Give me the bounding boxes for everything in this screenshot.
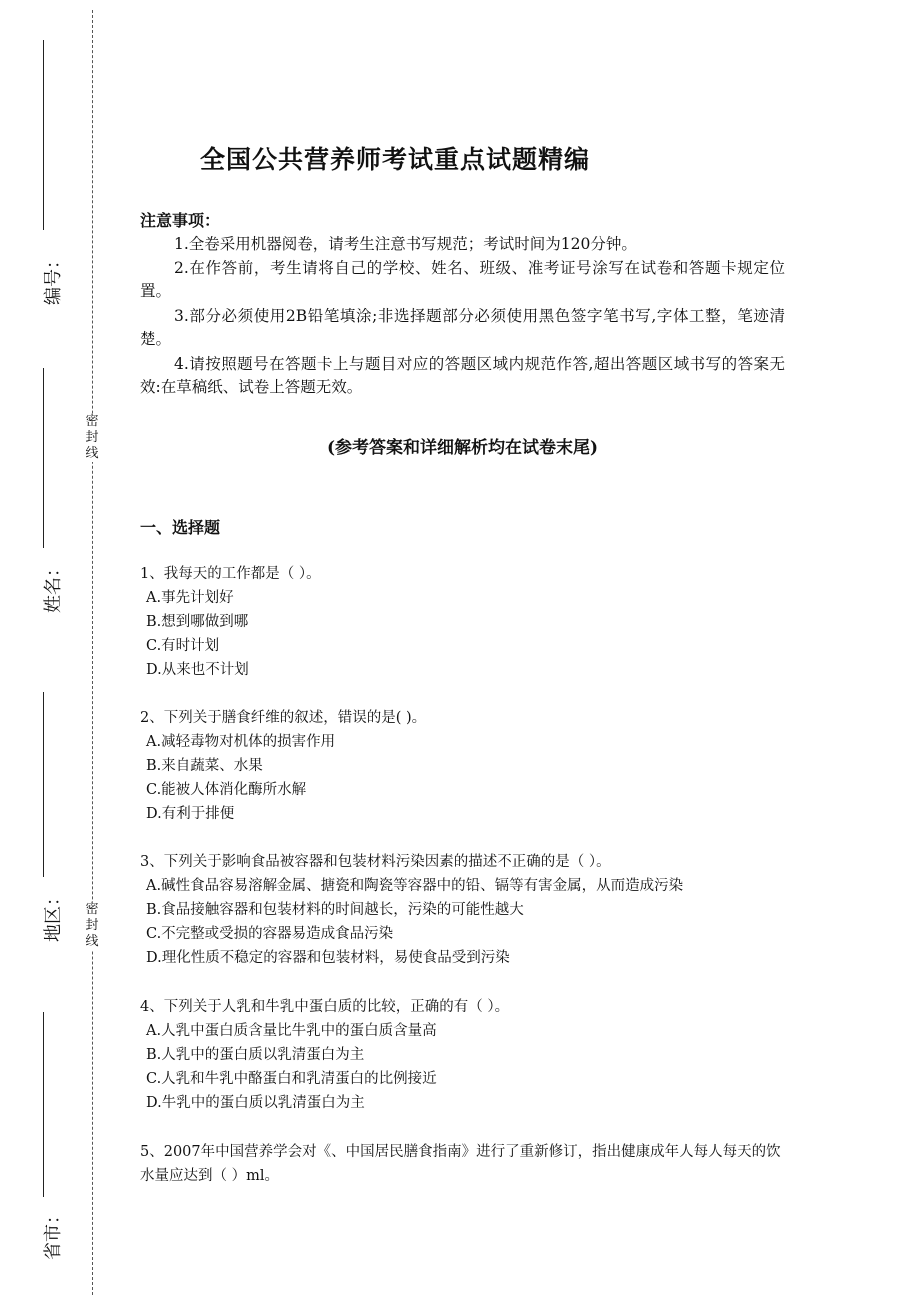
name-underline[interactable] xyxy=(43,368,44,548)
question-option[interactable]: A.碱性食品容易溶解金属、搪瓷和陶瓷等容器中的铅、镉等有害金属，从而造成污染 xyxy=(146,878,684,894)
question-stem: 4、下列关于人乳和牛乳中蛋白质的比较，正确的有（ ）。 xyxy=(140,999,510,1015)
question xyxy=(140,850,785,970)
seal-dashed-line xyxy=(92,10,93,1295)
question-option[interactable]: B.人乳中的蛋白质以乳清蛋白为主 xyxy=(146,1047,365,1063)
question-option[interactable]: B.来自蔬菜、水果 xyxy=(146,758,263,774)
question-option[interactable]: D.牛乳中的蛋白质以乳清蛋白为主 xyxy=(146,1095,365,1111)
question xyxy=(140,562,785,682)
question-option[interactable]: C.能被人体消化酶所水解 xyxy=(146,782,307,798)
number-label: 编号： xyxy=(43,251,64,305)
note-item: 2.在作答前，考生请将自己的学校、姓名、班级、准考证号涂写在试卷和答题卡规定位置。 xyxy=(140,259,785,300)
question xyxy=(140,995,785,1115)
seal-mark-text: 密 封 线 xyxy=(85,414,99,461)
region-underline[interactable] xyxy=(43,692,44,877)
question-option[interactable]: B.想到哪做到哪 xyxy=(146,614,249,630)
question-option[interactable]: A.减轻毒物对机体的损害作用 xyxy=(146,734,336,750)
question-option[interactable]: A.人乳中蛋白质含量比牛乳中的蛋白质含量高 xyxy=(146,1023,437,1039)
question xyxy=(140,706,785,826)
note-item: 4.请按照题号在答题卡上与题目对应的答题区域内规范作答,超出答题区域书写的答案无效:在草稿纸、试卷上答题无效。 xyxy=(140,355,785,396)
province-field[interactable] xyxy=(18,1012,64,1272)
question-option[interactable]: D.从来也不计划 xyxy=(146,662,249,678)
number-field[interactable] xyxy=(18,40,64,305)
question-option[interactable]: D.有利于排便 xyxy=(146,806,235,822)
note-item: 3.部分必须使用2B铅笔填涂;非选择题部分必须使用黑色签字笔书写,字体工整，笔迹清楚。 xyxy=(140,307,785,348)
notes-heading: 注意事项： xyxy=(140,211,221,230)
question-option[interactable]: D.理化性质不稳定的容器和包装材料，易使食品受到污染 xyxy=(146,950,510,966)
exam-title: 全国公共营养师考试重点试题精编 xyxy=(200,145,591,174)
region-label: 地区： xyxy=(43,888,64,942)
question-option[interactable]: B.食品接触容器和包装材料的时间越长，污染的可能性越大 xyxy=(146,902,524,918)
question-option[interactable]: C.人乳和牛乳中酪蛋白和乳清蛋白的比例接近 xyxy=(146,1071,437,1087)
seal-mark-text: 密 封 线 xyxy=(85,902,99,949)
question-option[interactable]: C.不完整或受损的容器易造成食品污染 xyxy=(146,926,394,942)
name-field[interactable] xyxy=(18,368,64,628)
number-underline[interactable] xyxy=(43,40,44,230)
question-stem: 1、我每天的工作都是（ ）。 xyxy=(140,566,321,582)
question-stem: 5、2007年中国营养学会对《、中国居民膳食指南》进行了重新修订，指出健康成年人每人每天的饮水量应达到（ ）ml。 xyxy=(140,1144,781,1184)
name-label: 姓名： xyxy=(43,559,64,613)
question-option[interactable]: A.事先计划好 xyxy=(146,590,234,606)
seal-mark-upper xyxy=(82,414,102,462)
question-stem: 2、下列关于膳食纤维的叙述，错误的是( )。 xyxy=(140,710,427,726)
question xyxy=(140,1140,785,1188)
seal-mark-lower xyxy=(82,902,102,950)
question-stem: 3、下列关于影响食品被容器和包装材料污染因素的描述不正确的是（ ）。 xyxy=(140,854,611,870)
province-label: 省市： xyxy=(43,1206,64,1260)
province-underline[interactable] xyxy=(43,1012,44,1197)
note-item: 1.全卷采用机器阅卷，请考生注意书写规范；考试时间为120分钟。 xyxy=(174,235,637,253)
region-field[interactable] xyxy=(18,692,64,952)
question-option[interactable]: C.有时计划 xyxy=(146,638,220,654)
reference-note: (参考答案和详细解析均在试卷末尾) xyxy=(326,438,599,458)
section-title: 一、选择题 xyxy=(140,518,221,537)
binding-margin xyxy=(0,0,110,1302)
